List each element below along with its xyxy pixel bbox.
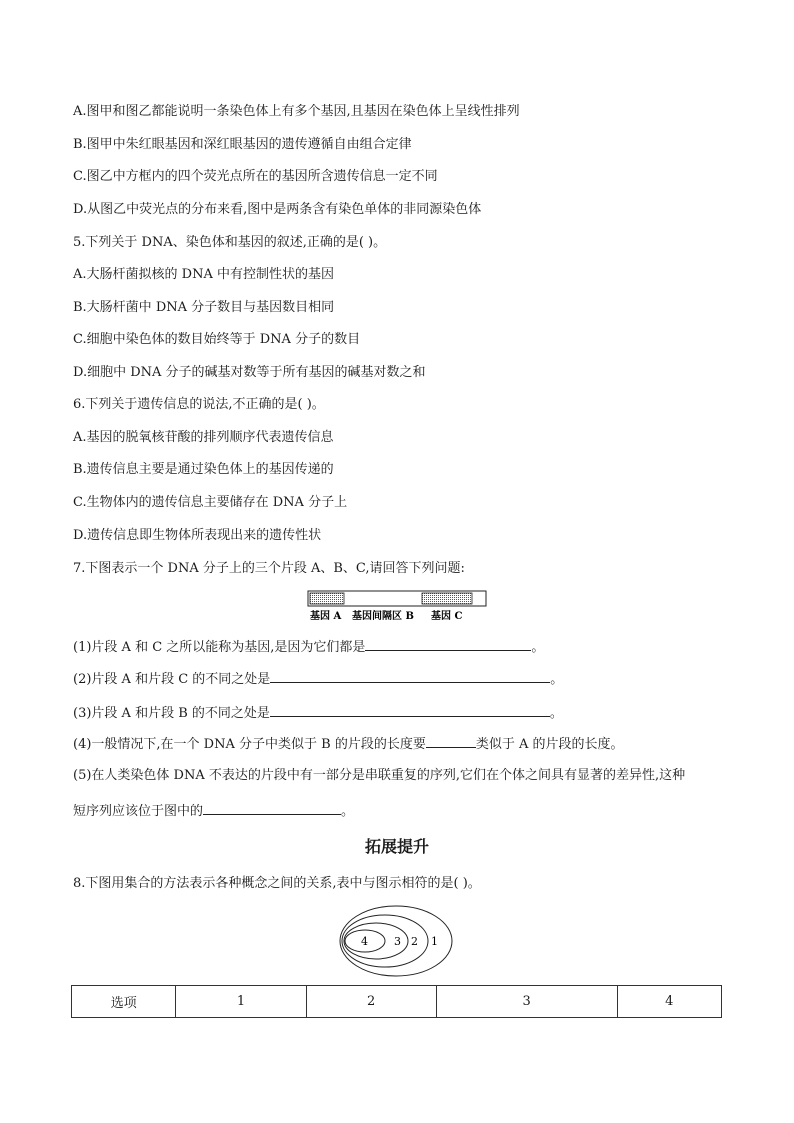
q5-option-b: B.大肠杆菌中 DNA 分子数目与基因数目相同 — [73, 300, 335, 315]
table-header-cell: 3 — [436, 986, 617, 1018]
question-6: 6.下列关于遗传信息的说法,不正确的是( )。 — [73, 397, 325, 412]
question-7: 7.下图表示一个 DNA 分子上的三个片段 A、B、C,请回答下列问题: — [73, 561, 465, 576]
q5-option-a: A.大肠杆菌拟核的 DNA 中有控制性状的基因 — [73, 267, 334, 282]
table-header-cell: 2 — [306, 986, 436, 1018]
q6-option-c: C.生物体内的遗传信息主要储存在 DNA 分子上 — [73, 495, 348, 510]
table-header-cell: 4 — [617, 986, 721, 1018]
options-table — [71, 985, 722, 1018]
q4-option-a: A.图甲和图乙都能说明一条染色体上有多个基因,且基因在染色体上呈线性排列 — [73, 104, 520, 119]
q6-option-a: A.基因的脱氧核苷酸的排列顺序代表遗传信息 — [73, 430, 334, 445]
table-header-cell: 1 — [176, 986, 306, 1018]
q7-part-2: (2)片段 A 和片段 C 的不同之处是 。 — [73, 669, 563, 688]
intergenic-b-label: 基因间隔区 B — [352, 611, 414, 622]
gene-c-block — [422, 593, 472, 604]
q7-part-1: (1)片段 A 和 C 之所以能称为基因,是因为它们都是 。 — [73, 637, 544, 656]
answer-blank-1[interactable] — [365, 637, 531, 651]
set-1-label: 1 — [431, 935, 438, 948]
gene-a-label: 基因 A — [310, 611, 342, 622]
gene-c-label: 基因 C — [431, 611, 463, 622]
q7-part-3: (3)片段 A 和片段 B 的不同之处是 。 — [73, 703, 563, 722]
section-heading: 拓展提升 — [364, 837, 429, 856]
dna-segment-figure — [306, 589, 490, 625]
q6-option-d: D.遗传信息即生物体所表现出来的遗传性状 — [73, 528, 322, 543]
answer-blank-3[interactable] — [270, 703, 550, 717]
q7-part-4: (4)一般情况下,在一个 DNA 分子中类似于 B 的片段的长度要 类似于 A 的片段的长度。 — [73, 734, 623, 753]
answer-blank-2[interactable] — [270, 669, 550, 683]
answer-blank-4[interactable] — [426, 734, 476, 748]
q5-option-d: D.细胞中 DNA 分子的碱基对数等于所有基因的碱基对数之和 — [73, 365, 426, 380]
answer-blank-5[interactable] — [203, 801, 341, 815]
question-5: 5.下列关于 DNA、染色体和基因的叙述,正确的是( )。 — [73, 235, 387, 250]
q7-part-5b: 短序列应该位于图中的 。 — [73, 801, 354, 820]
q4-option-d: D.从图乙中荧光点的分布来看,图中是两条含有染色单体的非同源染色体 — [73, 202, 482, 217]
nested-sets-figure — [338, 903, 456, 979]
question-8: 8.下图用集合的方法表示各种概念之间的关系,表中与图示相符的是( )。 — [73, 876, 481, 891]
q7-part-5a: (5)在人类染色体 DNA 不表达的片段中有一部分是串联重复的序列,它们在个体之间具有显著的差异性,这种 — [73, 768, 686, 783]
q5-option-c: C.细胞中染色体的数目始终等于 DNA 分子的数目 — [73, 332, 361, 347]
q4-option-c: C.图乙中方框内的四个荧光点所在的基因所含遗传信息一定不同 — [73, 169, 438, 184]
q4-option-b: B.图甲中朱红眼基因和深红眼基因的遗传遵循自由组合定律 — [73, 137, 412, 152]
set-3-label: 3 — [394, 935, 401, 948]
gene-a-block — [310, 593, 344, 604]
table-header-cell: 选项 — [72, 986, 176, 1018]
set-2-label: 2 — [411, 935, 418, 948]
set-4-label: 4 — [361, 935, 368, 948]
q6-option-b: B.遗传信息主要是通过染色体上的基因传递的 — [73, 462, 334, 477]
table-header-row — [72, 986, 722, 1018]
